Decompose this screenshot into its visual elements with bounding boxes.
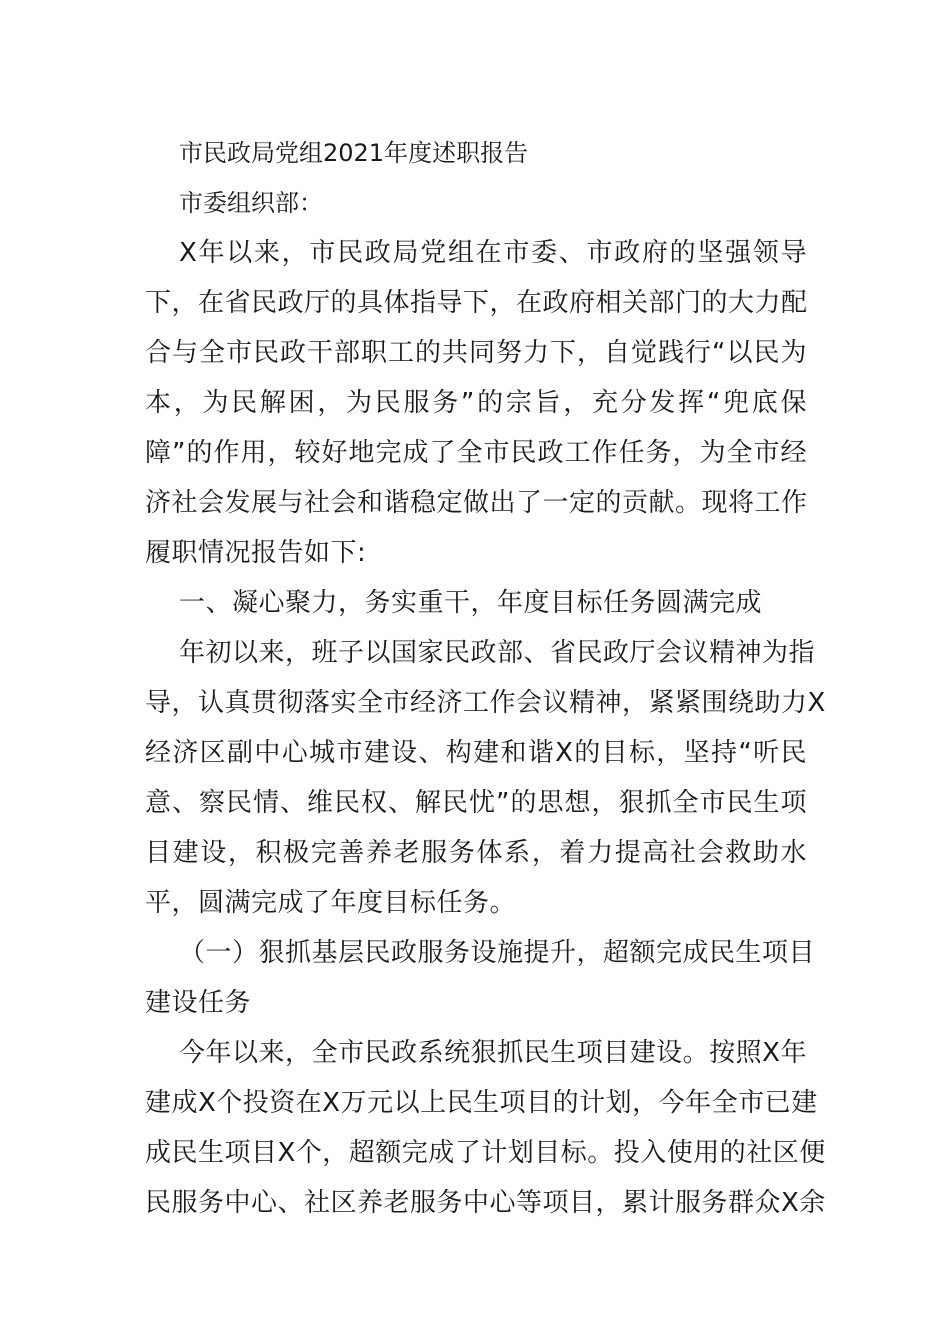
document-body: [145, 128, 826, 1228]
paragraph-2-line-2: 导，认真贯彻落实全市经济工作会议精神，紧紧围绕助力X: [145, 688, 826, 718]
paragraph-3-line-3: 成民生项目X个，超额完成了计划目标。投入使用的社区便: [145, 1138, 826, 1168]
paragraph-2-line-5: 目建设，积极完善养老服务体系，着力提高社会救助水: [145, 838, 807, 868]
paragraph-1-line-1: X年以来，市民政局党组在市委、市政府的坚强领导: [179, 238, 807, 268]
salutation: 市委组织部：: [179, 189, 323, 217]
paragraph-1-line-3: 合与全市民政干部职工的共同努力下，自觉践行“以民为: [145, 338, 807, 368]
paragraph-2-line-6: 平，圆满完成了年度目标任务。: [145, 888, 517, 918]
paragraph-2-line-1: 年初以来，班子以国家民政部、省民政厅会议精神为指: [179, 638, 816, 668]
paragraph-1-line-6: 济社会发展与社会和谐稳定做出了一定的贡献。现将工作: [145, 488, 808, 518]
paragraph-1-line-4: 本，为民解困，为民服务”的宗旨，充分发挥“兜底保: [145, 388, 807, 418]
paragraph-2-line-3: 经济区副中心城市建设、构建和谐X的目标，坚持“听民: [145, 738, 807, 768]
paragraph-3-line-4: 民服务中心、社区养老服务中心等项目，累计服务群众X余: [145, 1188, 826, 1218]
paragraph-1-line-5: 障”的作用，较好地完成了全市民政工作任务，为全市经: [145, 438, 807, 468]
subsection-heading-1-line-2: 建设任务: [145, 988, 252, 1018]
document-title: 市民政局党组2021年度述职报告: [179, 139, 529, 167]
paragraph-2-line-4: 意、察民情、维民权、解民忧”的思想，狠抓全市民生项: [145, 788, 807, 818]
paragraph-3-line-2: 建成X个投资在X万元以上民生项目的计划，今年全市已建: [145, 1088, 818, 1118]
paragraph-1-line-7: 履职情况报告如下:: [145, 538, 367, 568]
subsection-heading-1-line-1: （一）狠抓基层民政服务设施提升，超额完成民生项目: [179, 938, 816, 968]
section-heading-1: 一、凝心聚力，务实重干，年度目标任务圆满完成: [179, 588, 763, 618]
paragraph-3-line-1: 今年以来，全市民政系统狠抓民生项目建设。按照X年: [179, 1038, 807, 1068]
paragraph-1-line-2: 下，在省民政厅的具体指导下，在政府相关部门的大力配: [145, 288, 808, 318]
